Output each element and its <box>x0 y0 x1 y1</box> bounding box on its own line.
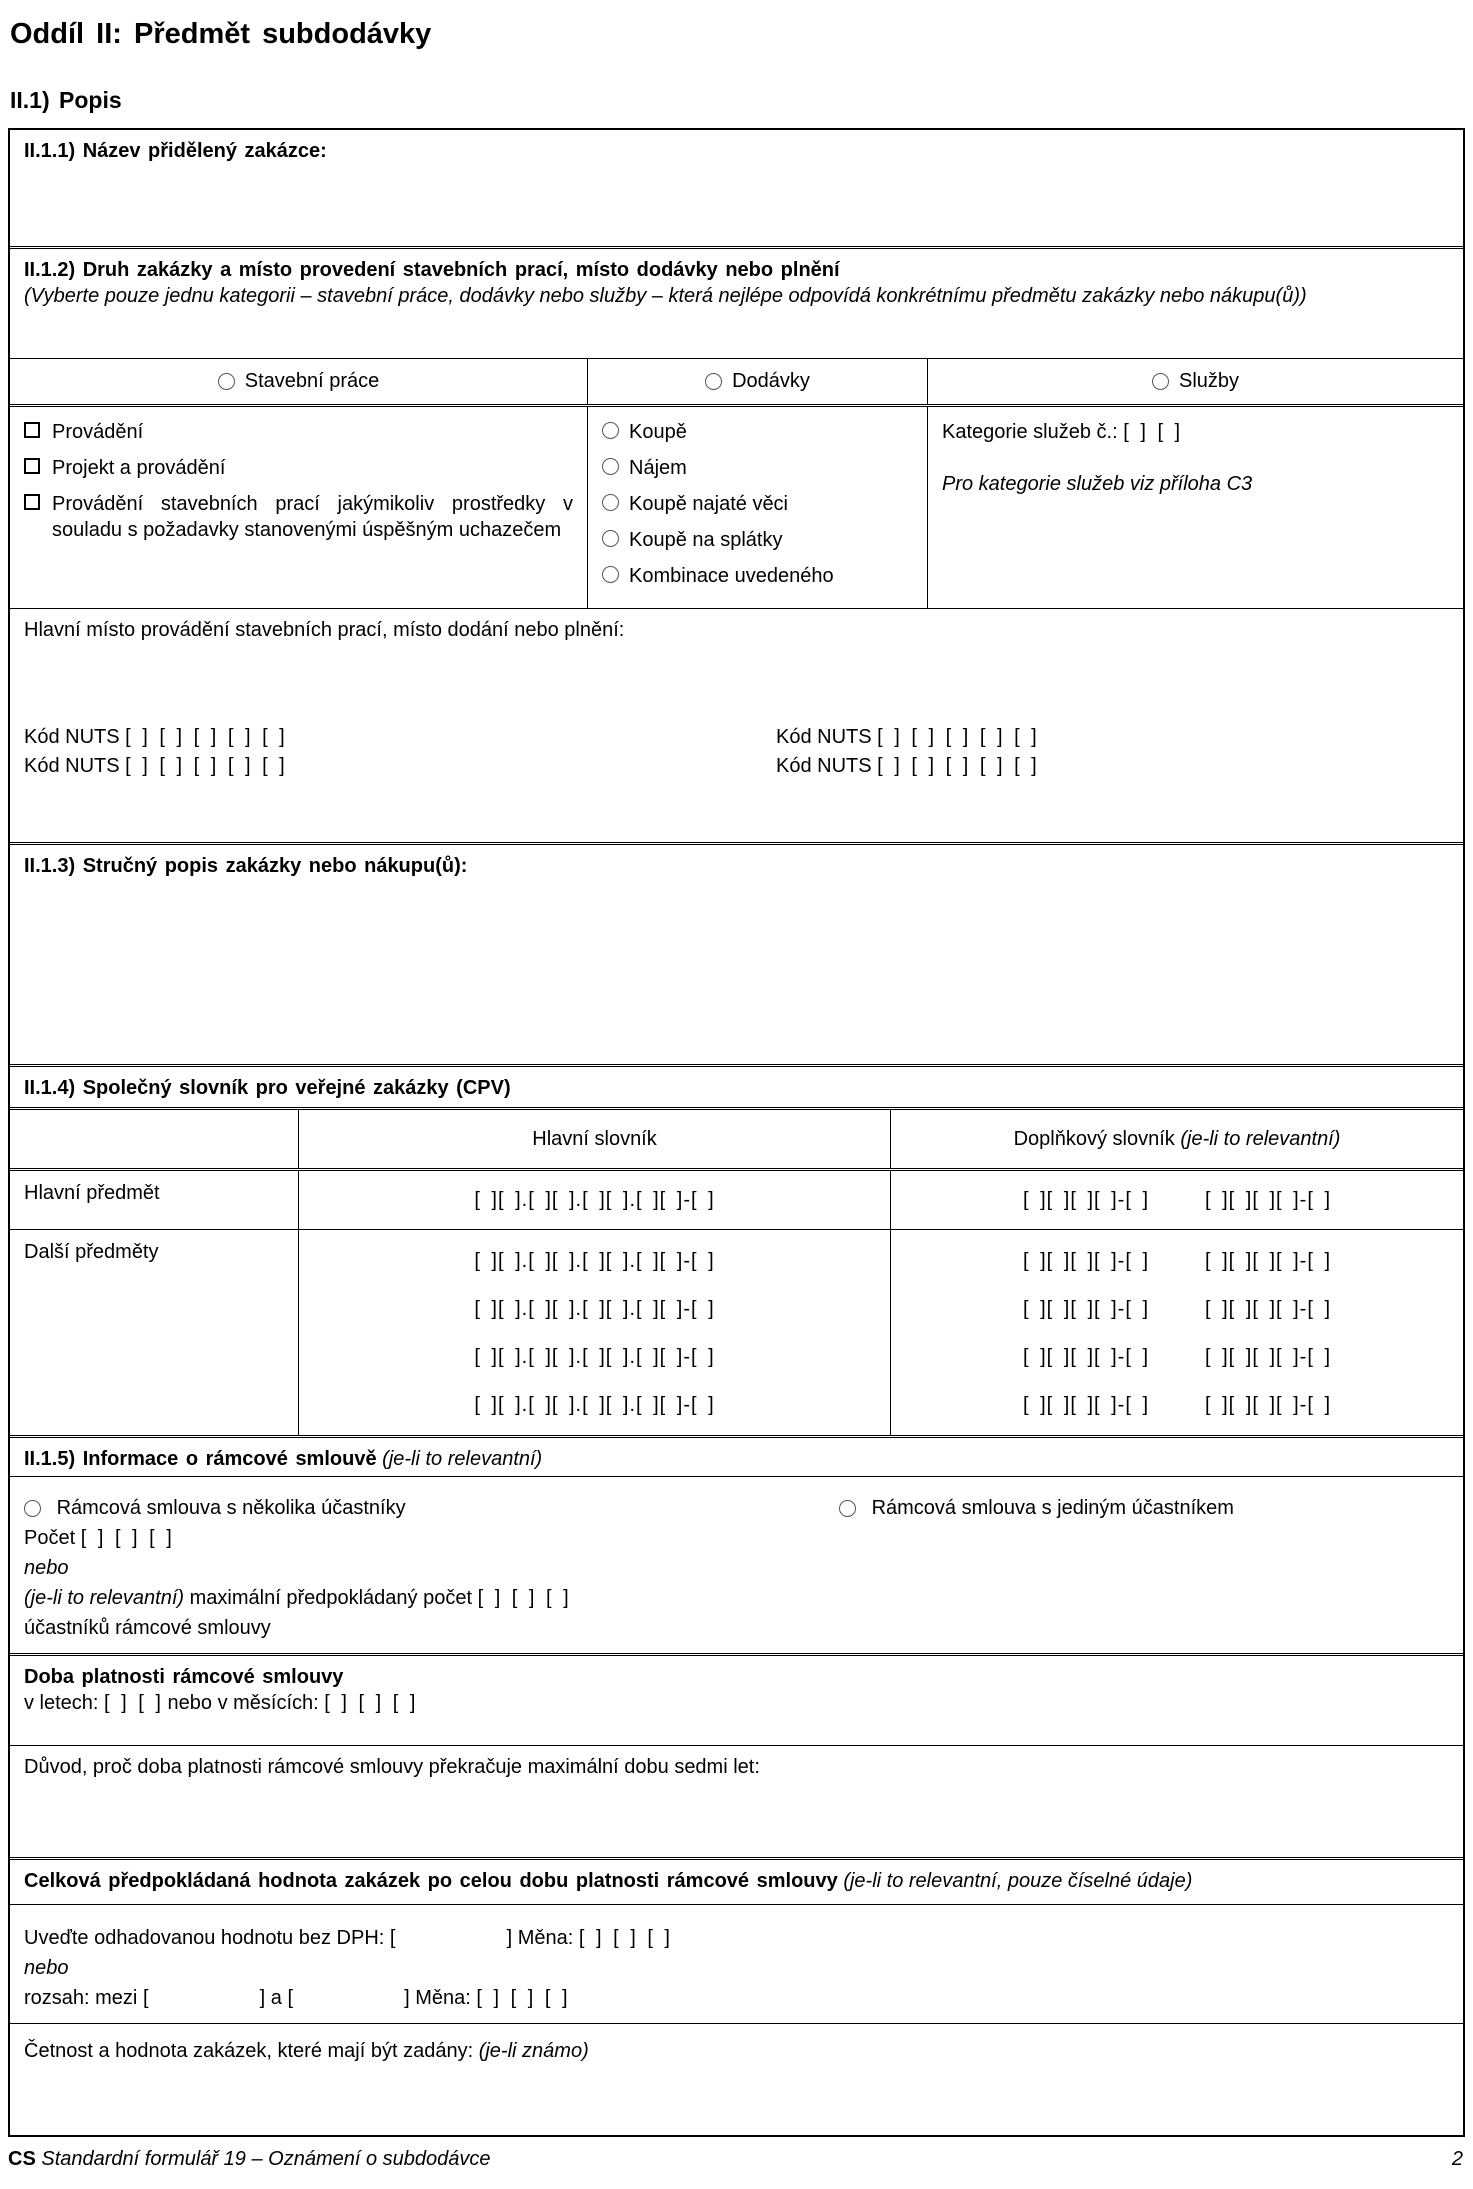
cpv-suppl-field[interactable]: [ ][ ][ ][ ]-[ ] <box>1205 1188 1332 1211</box>
cpv-code-field[interactable]: [ ][ ].[ ][ ].[ ][ ].[ ][ ]-[ ] <box>474 1345 715 1368</box>
nuts-field[interactable]: [ ] [ ] [ ] [ ] [ ] <box>125 754 286 777</box>
cpv-suppl-vocab-header: Doplňkový slovník <box>1013 1127 1175 1150</box>
main-site-label: Hlavní místo provádění stavebních prací, místo dodání nebo plnění: <box>24 618 625 641</box>
form-body <box>8 128 1465 2137</box>
radio-icon[interactable] <box>1152 373 1169 390</box>
framework-justification-section <box>10 1745 1463 1857</box>
s114-label: II.1.4) Společný slovník pro veřejné zakázky (CPV) <box>24 1076 511 1099</box>
duration-line <box>24 1690 1449 1716</box>
s113-label: II.1.3) Stručný popis zakázky nebo nákupu(ů): <box>24 854 468 877</box>
radio-icon[interactable] <box>839 1500 856 1517</box>
services-category-label: Kategorie služeb č.: <box>942 420 1118 443</box>
framework-multi-label: Rámcová smlouva s několika účastníky <box>56 1496 406 1519</box>
cpv-suppl-field[interactable]: [ ][ ][ ][ ]-[ ] <box>1205 1297 1332 1320</box>
works-option-3[interactable] <box>24 491 573 543</box>
frequency-section <box>10 2023 1463 2135</box>
duration-months-label: nebo v měsících: <box>167 1691 319 1714</box>
type-services-label: Služby <box>1178 370 1240 393</box>
framework-max-label: maximální předpokládaný počet <box>189 1586 473 1609</box>
type-works-option[interactable] <box>10 359 587 404</box>
frequency-input-area[interactable] <box>24 2064 1449 2124</box>
works-option-1[interactable] <box>24 419 573 445</box>
estimate-line <box>24 1925 1449 1951</box>
framework-max-line <box>24 1585 1449 1611</box>
cpv-additional-objects-row <box>10 1229 1463 1435</box>
cpv-main-vocab-header: Hlavní slovník <box>532 1127 657 1150</box>
framework-body <box>10 1476 1463 1653</box>
nuts-label: Kód NUTS <box>776 725 872 748</box>
contract-type-row <box>10 358 1463 404</box>
framework-or-text: nebo <box>24 1556 69 1579</box>
duration-months-field[interactable]: [ ] [ ] [ ] <box>324 1691 417 1714</box>
works-option-1-label: Provádění <box>52 420 144 443</box>
framework-count-line <box>24 1525 1449 1551</box>
supplies-options-cell <box>587 407 927 608</box>
radio-icon[interactable] <box>602 494 619 511</box>
cpv-header-row <box>10 1107 1463 1168</box>
currency-field[interactable]: [ ] [ ] [ ] <box>476 1986 569 2009</box>
total-value-label: Celková předpokládaná hodnota zakázek po celou dobu platnosti rámcové smlouvy <box>24 1869 838 1892</box>
supplies-option-5-label: Kombinace uvedeného <box>629 564 834 587</box>
duration-years-field[interactable]: [ ] [ ] <box>104 1691 162 1714</box>
duration-years-label: v letech: <box>24 1691 99 1714</box>
framework-single-option[interactable] <box>839 1495 1449 1521</box>
services-category-note: Pro kategorie služeb viz příloha C3 <box>942 472 1253 495</box>
framework-count-label: Počet <box>24 1526 76 1549</box>
supplies-option-2[interactable] <box>602 455 913 481</box>
type-services-option[interactable] <box>927 359 1463 404</box>
cpv-suppl-vocab-note: (je-li to relevantní) <box>1180 1127 1341 1150</box>
works-option-2[interactable] <box>24 455 573 481</box>
nuts-col-left <box>24 721 776 782</box>
cpv-additional-label: Další předměty <box>24 1240 159 1263</box>
section-ii-1-4-title <box>10 1064 1463 1107</box>
total-value-title <box>10 1857 1463 1904</box>
radio-icon[interactable] <box>24 1500 41 1517</box>
nuts-field[interactable]: [ ] [ ] [ ] [ ] [ ] <box>877 725 1038 748</box>
currency-label: Měna: <box>517 1926 574 1949</box>
type-supplies-option[interactable] <box>587 359 927 404</box>
justification-input-area[interactable] <box>24 1780 1449 1848</box>
s111-input-area[interactable] <box>24 164 1449 234</box>
framework-participants-label: účastníků rámcové smlouvy <box>24 1616 271 1639</box>
s111-label: II.1.1) Název přidělený zakázce: <box>24 139 327 162</box>
cpv-code-field[interactable]: [ ][ ].[ ][ ].[ ][ ].[ ][ ]-[ ] <box>474 1393 715 1416</box>
type-supplies-label: Dodávky <box>732 370 810 393</box>
framework-single-label: Rámcová smlouva s jediným účastníkem <box>871 1496 1234 1519</box>
cpv-suppl-field[interactable]: [ ][ ][ ][ ]-[ ] <box>1205 1249 1332 1272</box>
radio-icon[interactable] <box>602 458 619 475</box>
range-min-field[interactable]: [ ] <box>142 1986 266 2009</box>
framework-count-field[interactable]: [ ] [ ] [ ] <box>80 1526 173 1549</box>
checkbox-icon[interactable] <box>24 458 40 474</box>
range-and-label: a <box>270 1986 282 2009</box>
supplies-option-1-label: Koupě <box>629 420 687 443</box>
range-label: rozsah: mezi <box>24 1986 138 2009</box>
estimate-label: Uveďte odhadovanou hodnotu bez DPH: <box>24 1926 385 1949</box>
cpv-main-object-suppl-cell <box>890 1171 1463 1229</box>
cpv-suppl-field[interactable]: [ ][ ][ ][ ]-[ ] <box>1022 1188 1149 1211</box>
nuts-line <box>776 724 1449 750</box>
duration-label: Doba platnosti rámcové smlouvy <box>24 1665 344 1688</box>
total-value-body <box>10 1904 1463 2023</box>
supplies-option-1[interactable] <box>602 419 913 445</box>
section-ii-1-2 <box>10 246 1463 358</box>
nuts-line <box>24 753 776 779</box>
services-category-cell <box>927 407 1463 608</box>
radio-icon[interactable] <box>602 422 619 439</box>
works-option-3-label: Provádění stavebních prací jakýmikoliv prostředky v souladu s požadavky stanovenými úspěšným uchazečem <box>52 492 573 541</box>
nuts-label: Kód NUTS <box>776 754 872 777</box>
total-value-label-note: (je-li to relevantní, pouze číselné údaje) <box>843 1869 1193 1892</box>
section-ii-1-5-title <box>10 1435 1463 1476</box>
works-option-2-label: Projekt a provádění <box>52 456 226 479</box>
supplies-option-5[interactable] <box>602 563 913 589</box>
estimate-value-field[interactable]: [ ] <box>389 1926 513 1949</box>
page-footer <box>8 2146 1463 2172</box>
footer-page-number: 2 <box>1451 2148 1463 2170</box>
supplies-option-4-label: Koupě na splátky <box>629 528 783 551</box>
cpv-main-object-label-cell <box>10 1171 298 1229</box>
nuts-line <box>776 753 1449 779</box>
contract-subtype-row <box>10 404 1463 608</box>
nuts-label: Kód NUTS <box>24 754 120 777</box>
cpv-header-suppl <box>890 1110 1463 1168</box>
footer-lang: CS <box>8 2148 36 2170</box>
footer-left <box>8 2146 491 2172</box>
cpv-main-object-row <box>10 1168 1463 1229</box>
currency-label: Měna: <box>415 1986 471 2009</box>
framework-max-field[interactable]: [ ] [ ] [ ] <box>477 1586 570 1609</box>
supplies-option-2-label: Nájem <box>629 456 687 479</box>
framework-max-note: (je-li to relevantní) <box>24 1586 185 1609</box>
nuts-line <box>24 724 776 750</box>
nuts-col-right <box>776 721 1449 782</box>
works-options-cell <box>10 407 587 608</box>
cpv-header-main <box>298 1110 890 1168</box>
s112-label: II.1.2) Druh zakázky a místo provedení stavebních prací, místo dodávky nebo plnění <box>24 258 840 281</box>
s115-label-note: (je-li to relevantní) <box>382 1447 543 1470</box>
nuts-label: Kód NUTS <box>24 725 120 748</box>
supplies-option-3-label: Koupě najaté věci <box>629 492 789 515</box>
cpv-additional-code-cell <box>298 1230 890 1435</box>
justification-label: Důvod, proč doba platnosti rámcové smlouvy překračuje maximální dobu sedmi let: <box>24 1755 760 1778</box>
section-ii-1-1 <box>10 130 1463 246</box>
cpv-additional-suppl-cell <box>890 1230 1463 1435</box>
cpv-main-object-label: Hlavní předmět <box>24 1181 160 1204</box>
section-ii-1-3 <box>10 842 1463 1064</box>
s112-note: (Vyberte pouze jednu kategorii – stavební práce, dodávky nebo služby – která nejlépe odpovídá konkrétnímu předmětu zakázky nebo nákupu(ů)) <box>24 284 1307 307</box>
cpv-additional-label-cell <box>10 1230 298 1435</box>
cpv-suppl-field[interactable]: [ ][ ][ ][ ]-[ ] <box>1022 1249 1149 1272</box>
s115-label: II.1.5) Informace o rámcové smlouvě <box>24 1447 377 1470</box>
nuts-codes-block <box>24 721 1449 782</box>
supplies-option-4[interactable] <box>602 527 913 553</box>
services-category-field[interactable]: [ ] [ ] <box>1123 420 1182 443</box>
main-site-section <box>10 608 1463 842</box>
frequency-label: Četnost a hodnota zakázek, které mají být zadány: <box>24 2039 474 2062</box>
type-works-label: Stavební práce <box>244 370 380 393</box>
cpv-suppl-field[interactable]: [ ][ ][ ][ ]-[ ] <box>1022 1297 1149 1320</box>
section-heading: II.1) Popis <box>10 86 122 113</box>
radio-icon[interactable] <box>602 530 619 547</box>
checkbox-icon[interactable] <box>24 494 40 510</box>
range-line <box>24 1985 1449 2011</box>
currency-field[interactable]: [ ] [ ] [ ] <box>578 1926 671 1949</box>
page-title: Oddíl II: Předmět subdodávky <box>10 18 432 50</box>
cpv-code-field[interactable]: [ ][ ].[ ][ ].[ ][ ].[ ][ ]-[ ] <box>474 1188 715 1211</box>
framework-radio-row <box>24 1495 1449 1521</box>
cpv-code-field[interactable]: [ ][ ].[ ][ ].[ ][ ].[ ][ ]-[ ] <box>474 1297 715 1320</box>
footer-form-name: Standardní formulář 19 – Oznámení o subdodávce <box>41 2148 491 2170</box>
cpv-code-field[interactable]: [ ][ ].[ ][ ].[ ][ ].[ ][ ]-[ ] <box>474 1249 715 1272</box>
framework-multi-option[interactable] <box>24 1495 839 1521</box>
frequency-note: (je-li známo) <box>478 2039 589 2062</box>
radio-icon[interactable] <box>218 373 235 390</box>
checkbox-icon[interactable] <box>24 422 40 438</box>
nuts-field[interactable]: [ ] [ ] [ ] [ ] [ ] <box>877 754 1038 777</box>
cpv-suppl-field[interactable]: [ ][ ][ ][ ]-[ ] <box>1022 1345 1149 1368</box>
nuts-field[interactable]: [ ] [ ] [ ] [ ] [ ] <box>125 725 286 748</box>
cpv-suppl-field[interactable]: [ ][ ][ ][ ]-[ ] <box>1205 1345 1332 1368</box>
framework-duration-section <box>10 1653 1463 1745</box>
radio-icon[interactable] <box>705 373 722 390</box>
cpv-main-object-code-cell <box>298 1171 890 1229</box>
cpv-suppl-field[interactable]: [ ][ ][ ][ ]-[ ] <box>1205 1393 1332 1416</box>
total-or-text: nebo <box>24 1956 69 1979</box>
radio-icon[interactable] <box>602 566 619 583</box>
cpv-suppl-field[interactable]: [ ][ ][ ][ ]-[ ] <box>1022 1393 1149 1416</box>
supplies-option-3[interactable] <box>602 491 913 517</box>
s113-input-area[interactable] <box>24 879 1449 1049</box>
cpv-header-empty <box>10 1110 298 1168</box>
range-max-field[interactable]: [ ] <box>287 1986 410 2009</box>
